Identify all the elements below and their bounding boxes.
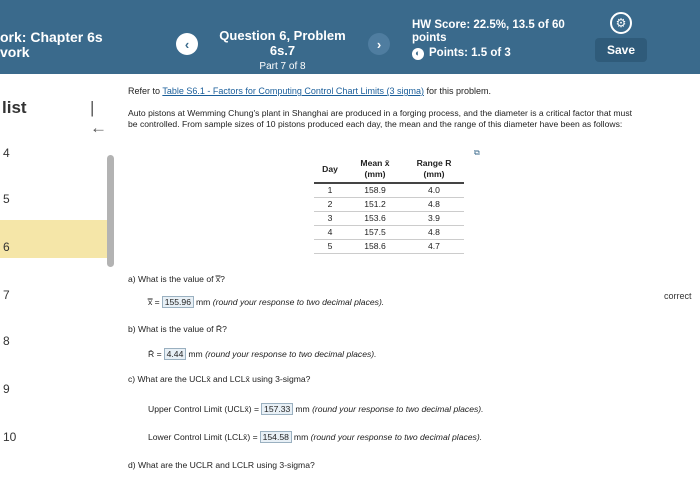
partial-credit-icon: ◐ — [412, 48, 424, 60]
question-list-item[interactable]: 8 — [3, 334, 10, 348]
answer-b-row: R̄ = 4.44 mm (round your response to two decimal places). — [148, 349, 377, 359]
lcl-row: Lower Control Limit (LCLx̄) = 154.58 mm (round your response to two decimal places). — [148, 432, 483, 442]
ucl-row: Upper Control Limit (UCLx̄) = 157.33 mm (round your response to two decimal places). — [148, 404, 484, 414]
collapse-sidebar-icon[interactable]: |← — [90, 98, 107, 137]
column-header-day: Day — [314, 156, 346, 183]
question-d: d) What are the UCLR and LCLR using 3-sigma? — [128, 460, 315, 470]
problem-description: Auto pistons at Wemming Chung's plant in Shanghai are produced in a forging process, and the diameter is a critical factor that must be controlled. From sample sizes of 10 pistons produced each day, the mean and the range of this diameter have been as follows: — [128, 108, 633, 129]
hw-score — [412, 19, 592, 60]
table-row: 1 158.9 4.0 — [314, 183, 464, 198]
hw-score-line1: HW Score: 22.5%, 13.5 of 60 — [412, 19, 565, 31]
points-status — [412, 47, 592, 60]
question-list-item[interactable]: 10 — [3, 430, 17, 444]
question-b: b) What is the value of R̄? — [128, 324, 227, 334]
question-list-label: list — [2, 98, 27, 117]
chevron-right-icon: › — [376, 36, 382, 52]
lcl-input[interactable]: 154.58 — [260, 431, 292, 443]
problem-intro: Refer to Table S6.1 - Factors for Computing Control Chart Limits (3 sigma) for this problem. — [128, 86, 491, 96]
question-list-item[interactable]: 5 — [3, 192, 10, 206]
top-header — [0, 0, 700, 74]
next-question-button[interactable] — [368, 33, 390, 55]
column-header-mean: Mean x̄ (mm) — [346, 156, 404, 183]
question-c: c) What are the UCLx̄ and LCLx̄ using 3-sigma? — [128, 374, 311, 384]
table-row: 2 151.2 4.8 — [314, 198, 464, 212]
answer-a-input[interactable]: 155.96 — [162, 296, 194, 308]
question-info — [205, 28, 360, 72]
points-label: Points: 1.5 of 3 — [429, 47, 511, 59]
answer-a-row: x̿ = 155.96 mm (round your response to two decimal places). — [148, 297, 385, 307]
question-list-item[interactable]: 7 — [3, 288, 10, 302]
hw-score-line2: points — [412, 32, 447, 44]
ucl-input[interactable]: 157.33 — [261, 403, 293, 415]
chevron-left-icon: ‹ — [184, 36, 190, 52]
copy-table-icon[interactable]: ⧉ — [474, 148, 480, 157]
table-row: 4 157.5 4.8 — [314, 226, 464, 240]
gear-icon[interactable]: ⚙ — [610, 12, 632, 34]
answer-b-input[interactable]: 4.44 — [164, 348, 187, 360]
question-title: Question 6, Problem 6s.7 — [219, 28, 346, 58]
question-list-item[interactable]: 9 — [3, 382, 10, 396]
question-list-sidebar — [0, 74, 108, 499]
assignment-title-line2: vork — [0, 44, 30, 60]
factors-table-link[interactable]: Table S6.1 - Factors for Computing Control Chart Limits (3 sigma) — [162, 86, 424, 96]
sidebar-scrollbar[interactable] — [107, 155, 114, 267]
question-list-item[interactable]: 4 — [3, 146, 10, 160]
question-list-item-current[interactable]: 6 — [0, 220, 108, 258]
previous-question-button[interactable] — [176, 33, 198, 55]
assignment-title — [0, 30, 103, 60]
question-a: a) What is the value of x̿? — [128, 274, 225, 284]
data-table — [314, 156, 464, 254]
table-row: 5 158.6 4.7 — [314, 240, 464, 254]
problem-content — [118, 74, 658, 499]
table-header-row — [314, 156, 464, 183]
table-row: 3 153.6 3.9 — [314, 212, 464, 226]
correct-label: correct — [664, 291, 692, 301]
question-part: Part 7 of 8 — [259, 61, 306, 72]
assignment-title-line1: ork: Chapter 6s — [0, 29, 103, 45]
column-header-range: Range R (mm) — [404, 156, 464, 183]
save-button[interactable]: Save — [595, 38, 647, 62]
